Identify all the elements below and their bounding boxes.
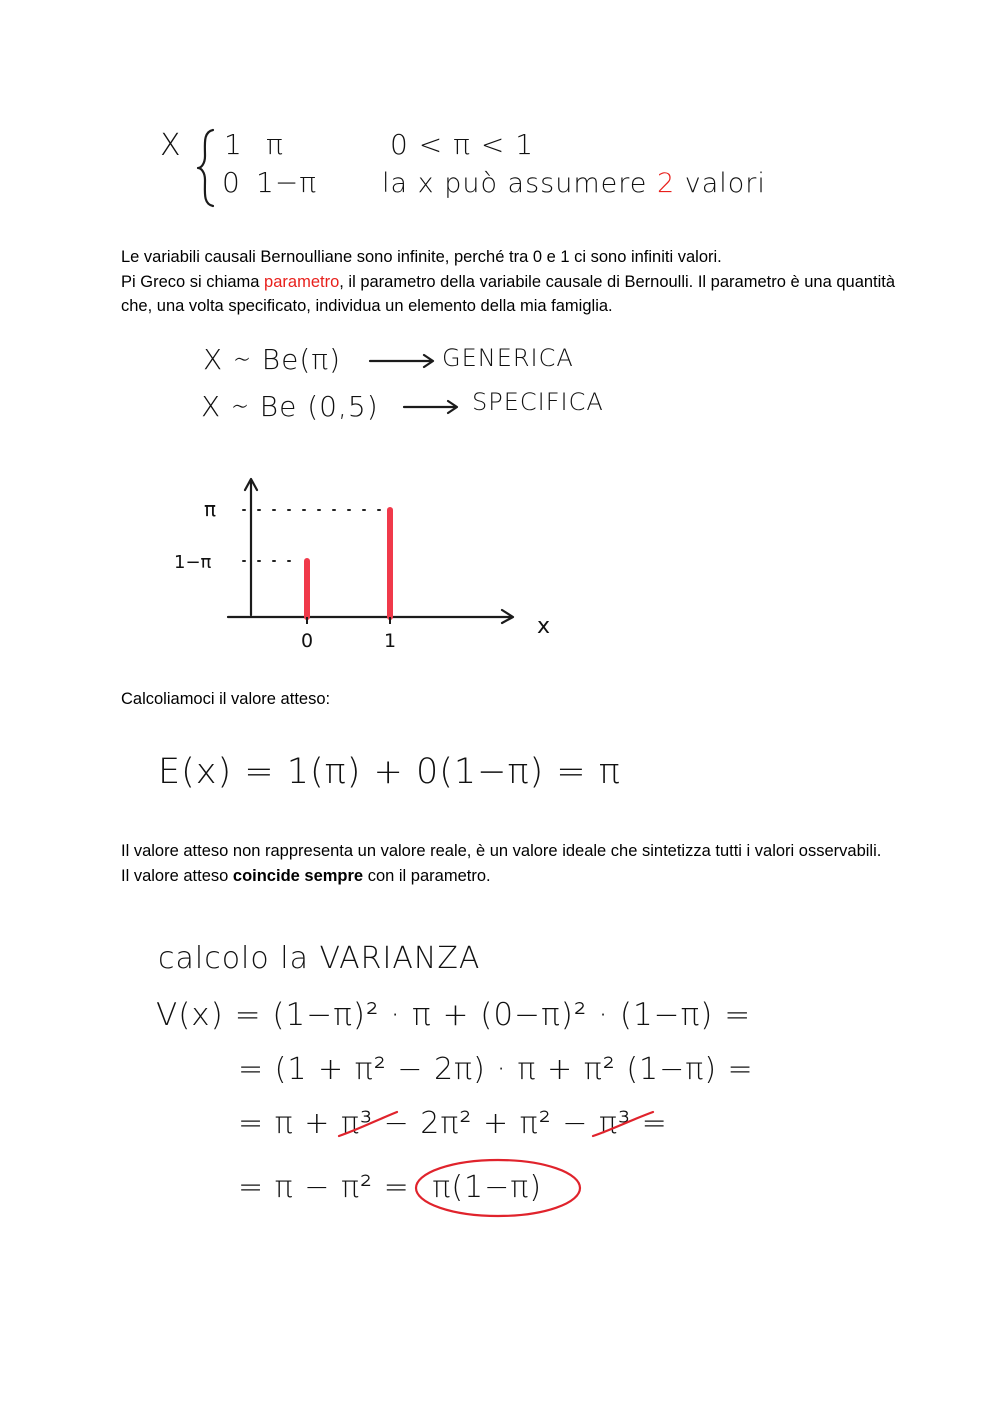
values-note-before: la x può assumere [382, 168, 648, 199]
cancelled-term-text: π³ [340, 1106, 374, 1141]
pi-condition: 0 < π < 1 [390, 128, 535, 161]
paragraph-intro-text: Pi Greco si chiama [121, 272, 265, 291]
chart-axes [228, 479, 513, 623]
x-tick-label-1: 1 [383, 630, 397, 652]
cancelled-term [599, 1106, 631, 1141]
values-note-number: 2 [656, 168, 676, 199]
coincide-sempre-bold: coincide sempre [232, 866, 364, 885]
x-tick-label-0: 0 [300, 630, 314, 652]
generic-formula: X ∼ Be(π) [203, 343, 342, 376]
variance-step3 [238, 1106, 668, 1141]
expectation-formula: E(x) = 1(π) + 0(1−π) = π [158, 752, 621, 792]
x-axis [228, 610, 513, 623]
values-note [382, 168, 766, 199]
paragraph-expectation-meaning [121, 839, 901, 888]
value-zero: 0 [222, 166, 241, 199]
variance-step3-middle: − 2π² + π² − [383, 1106, 589, 1141]
variance-step3-start: = π + [238, 1106, 331, 1141]
paragraph-intro-text-after: , il parametro della variabile causale di Bernoulli. Il parametro è una quantità che, una volta specificato, individua un elemento della mia famiglia. [121, 272, 896, 315]
strike-icon [337, 1110, 401, 1140]
parameter-highlight: parametro [264, 272, 340, 291]
paragraph-expectation-text: Calcoliamoci il valore atteso: [121, 690, 331, 708]
variance-step4-start: = π − π² = [238, 1170, 410, 1205]
paragraph-intro-line1: Le variabili causali Bernoulliane sono infinite, perché tra 0 e 1 ci sono infiniti valori. [121, 248, 722, 266]
paragraph-intro [121, 245, 901, 319]
variance-step3-end: = [641, 1106, 668, 1141]
variance-result-text: π(1−π) [432, 1170, 543, 1205]
x-axis-label: x [537, 614, 551, 639]
variance-result [420, 1170, 554, 1205]
specific-formula: X ∼ Be (0,5) [201, 390, 379, 423]
specific-label: SPECIFICA [472, 388, 604, 416]
circle-highlight-icon [412, 1156, 590, 1222]
curly-brace-icon [197, 128, 217, 208]
paragraph-meaning-line2 [121, 864, 901, 889]
variance-step1: V(x) = (1−π)² · π + (0−π)² · (1−π) = [156, 997, 752, 1033]
random-variable-x: X [160, 128, 182, 163]
values-note-after: valori [684, 168, 766, 199]
variance-step4 [238, 1170, 554, 1205]
arrow-right-icon [402, 397, 482, 417]
y-tick-label-one-minus-pi: 1−π [174, 552, 212, 573]
prob-pi: π [266, 128, 284, 161]
value-one: 1 [224, 128, 243, 161]
cancelled-term-text: π³ [598, 1106, 632, 1141]
paragraph-expectation-intro [121, 687, 901, 712]
strike-icon [591, 1110, 655, 1140]
bernoulli-chart [170, 470, 570, 660]
y-tick-label-pi: π [204, 497, 217, 521]
arrow-right-icon [368, 351, 448, 371]
generic-label: GENERICA [442, 344, 574, 372]
paragraph-meaning-text: Il valore atteso [121, 866, 233, 885]
cancelled-term [341, 1106, 373, 1141]
variance-step2: = (1 + π² − 2π) · π + π² (1−π) = [238, 1052, 754, 1087]
prob-one-minus-pi: 1−π [256, 166, 318, 199]
paragraph-intro-line2 [121, 270, 901, 319]
y-axis [245, 479, 257, 615]
variance-title: calcolo la VARIANZA [158, 941, 481, 976]
paragraph-meaning-text-after: con il parametro. [363, 866, 491, 885]
paragraph-meaning-line1: Il valore atteso non rappresenta un valore reale, è un valore ideale che sintetizza tutti i valori osservabili. [121, 842, 882, 860]
result-ellipse [416, 1160, 580, 1216]
